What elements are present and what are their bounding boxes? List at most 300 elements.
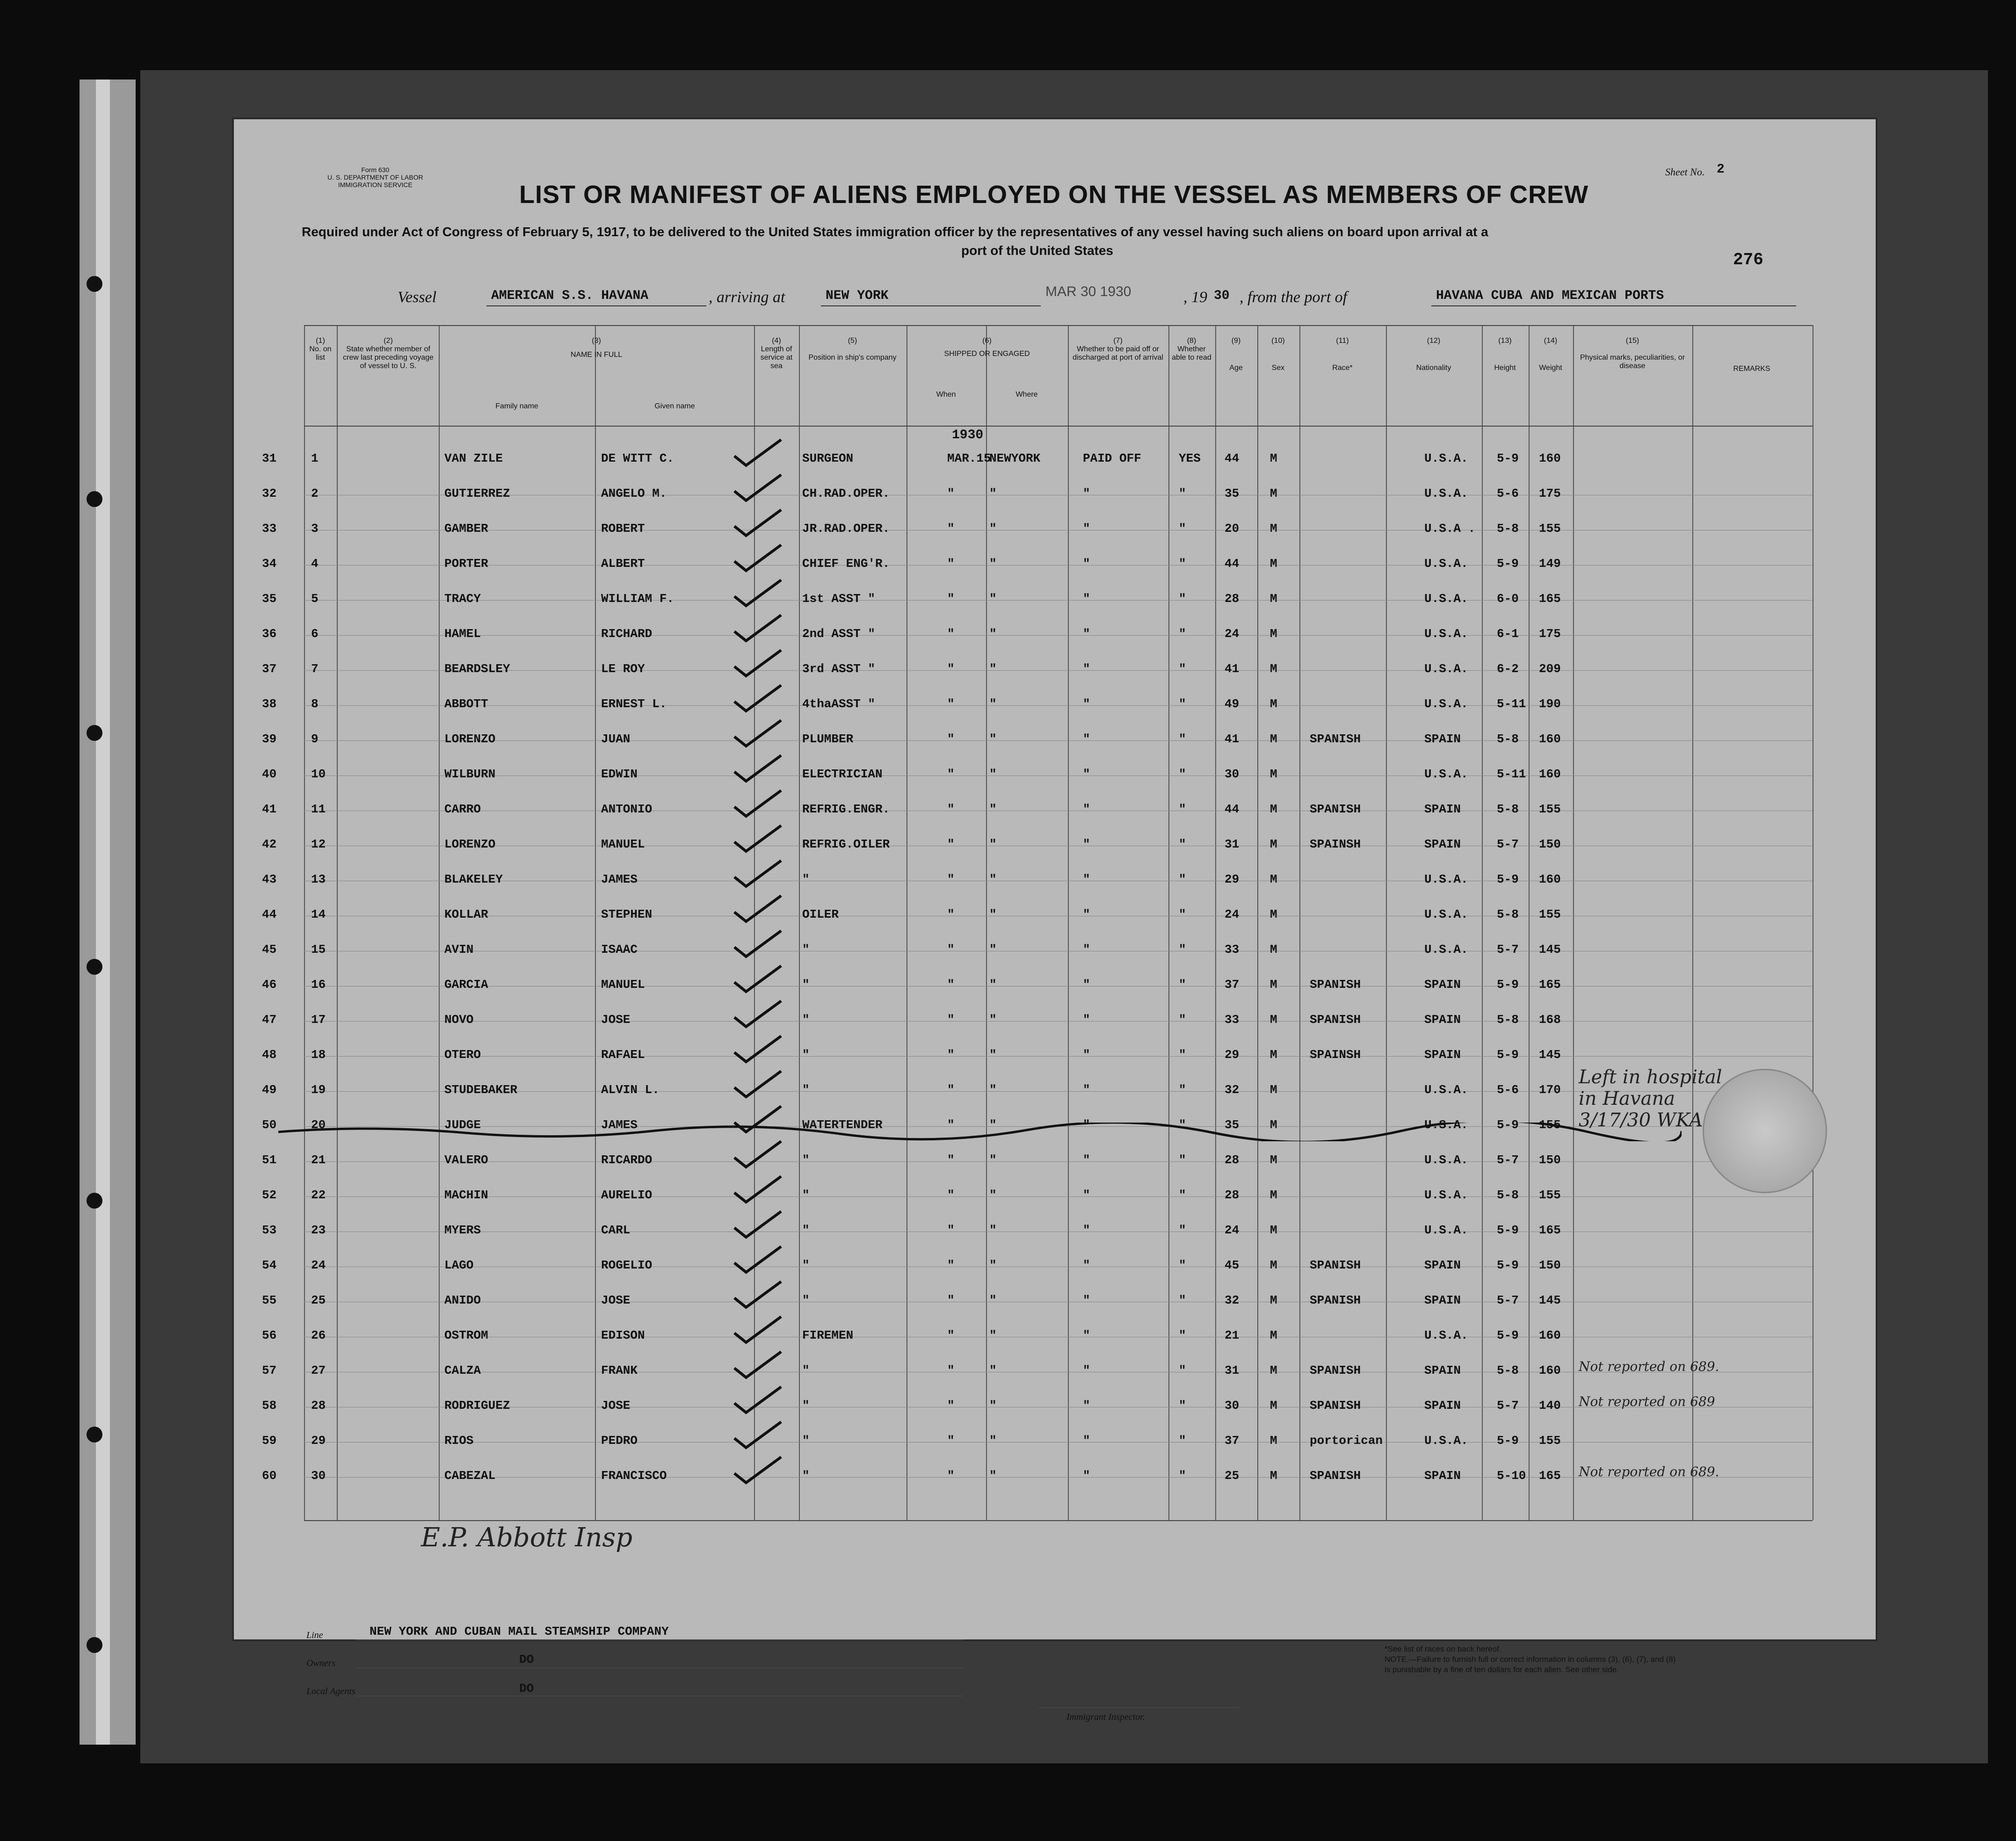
- list-number: 18: [311, 1048, 326, 1062]
- given-name: ALBERT: [601, 557, 645, 571]
- sex: M: [1270, 451, 1277, 465]
- given-name: JOSE: [601, 1013, 631, 1027]
- year: 30: [1214, 289, 1230, 303]
- age: 28: [1225, 1188, 1240, 1202]
- sex: M: [1270, 1153, 1277, 1167]
- weight: 155: [1539, 1434, 1561, 1448]
- able-to-read: ": [1179, 627, 1186, 641]
- position: PLUMBER: [802, 732, 854, 746]
- check-mark-icon: [730, 648, 786, 681]
- shipped-where: ": [989, 1013, 997, 1027]
- external-index: 52: [262, 1188, 277, 1202]
- weight: 155: [1539, 522, 1561, 536]
- height: 5-8: [1497, 1013, 1519, 1027]
- binder-strip: [96, 80, 110, 1745]
- race: SPANISH: [1310, 732, 1361, 746]
- col5-header: (5) Position in ship's company: [808, 337, 897, 362]
- height: 5-11: [1497, 697, 1526, 711]
- shipped-when: ": [947, 1188, 955, 1202]
- external-index: 37: [262, 662, 277, 676]
- external-index: 55: [262, 1293, 277, 1307]
- grid-row-line: [304, 426, 1813, 427]
- col10-header: (10) Sex: [1271, 337, 1285, 372]
- weight: 165: [1539, 1223, 1561, 1237]
- family-name: KOLLAR: [444, 907, 488, 921]
- position: CHIEF ENG'R.: [802, 557, 890, 571]
- grid-row-line: [304, 325, 1813, 326]
- height: 5-11: [1497, 767, 1526, 781]
- external-index: 41: [262, 802, 277, 816]
- paid-off: ": [1083, 522, 1090, 536]
- weight: 155: [1539, 802, 1561, 816]
- weight: 165: [1539, 1469, 1561, 1483]
- col11-header: (11) Race*: [1332, 337, 1353, 372]
- department: U. S. DEPARTMENT OF LABOR: [327, 174, 423, 181]
- binder-hole: [87, 725, 102, 741]
- family-name: PORTER: [444, 557, 488, 571]
- sex: M: [1270, 1363, 1277, 1377]
- weight: 155: [1539, 1188, 1561, 1202]
- given-name: RAFAEL: [601, 1048, 645, 1062]
- check-mark-icon: [730, 1034, 786, 1066]
- binder-hole: [87, 491, 102, 507]
- external-index: 53: [262, 1223, 277, 1237]
- paid-off: ": [1083, 1258, 1090, 1272]
- position: ": [802, 1013, 810, 1027]
- check-mark-icon: [730, 543, 786, 575]
- family-name: OSTROM: [444, 1328, 488, 1342]
- paid-off: ": [1083, 627, 1090, 641]
- position: ": [802, 1258, 810, 1272]
- paid-off: ": [1083, 1293, 1090, 1307]
- position: ": [802, 1188, 810, 1202]
- race: SPAINSH: [1310, 1048, 1361, 1062]
- col2-header: (2) State whether member of crew last preceding voyage of vessel to U. S.: [343, 337, 434, 370]
- col6b-header: Where: [1015, 391, 1038, 399]
- family-name: MYERS: [444, 1223, 481, 1237]
- sex: M: [1270, 592, 1277, 606]
- height: 6-2: [1497, 662, 1519, 676]
- age: 41: [1225, 662, 1240, 676]
- able-to-read: ": [1179, 1258, 1186, 1272]
- height: 5-8: [1497, 1188, 1519, 1202]
- weight: 160: [1539, 451, 1561, 465]
- family-name: GAMBER: [444, 522, 488, 536]
- weight: 155: [1539, 907, 1561, 921]
- check-mark-icon: [730, 1279, 786, 1312]
- family-name: CABEZAL: [444, 1469, 496, 1483]
- family-name: OTERO: [444, 1048, 481, 1062]
- shipped-when: ": [947, 1469, 955, 1483]
- position: ": [802, 1223, 810, 1237]
- list-number: 25: [311, 1293, 326, 1307]
- height: 6-0: [1497, 592, 1519, 606]
- shipped-where: ": [989, 592, 997, 606]
- shipped-when: ": [947, 1363, 955, 1377]
- check-mark-icon: [730, 1314, 786, 1347]
- list-number: 26: [311, 1328, 326, 1342]
- col7-header: (7) Whether to be paid off or discharged at port of arrival: [1073, 337, 1163, 362]
- shipped-when: MAR.15: [947, 451, 991, 465]
- col13-header: (13) Height: [1494, 337, 1516, 372]
- check-mark-icon: [730, 753, 786, 786]
- given-name: DE WITT C.: [601, 451, 674, 465]
- arriving-underline: [821, 305, 1041, 306]
- weight: 150: [1539, 837, 1561, 851]
- list-number: 24: [311, 1258, 326, 1272]
- grid-column-line: [799, 325, 800, 1520]
- list-number: 3: [311, 522, 319, 536]
- given-name: ALVIN L.: [601, 1083, 660, 1097]
- shipped-where: ": [989, 837, 997, 851]
- list-number: 10: [311, 767, 326, 781]
- able-to-read: ": [1179, 1469, 1186, 1483]
- shipped-where: ": [989, 1188, 997, 1202]
- age: 32: [1225, 1293, 1240, 1307]
- given-name: FRANK: [601, 1363, 638, 1377]
- check-mark-icon: [730, 999, 786, 1031]
- check-mark-icon: [730, 1384, 786, 1417]
- sex: M: [1270, 767, 1277, 781]
- height: 5-8: [1497, 522, 1519, 536]
- external-index: 54: [262, 1258, 277, 1272]
- weight: 155: [1539, 1118, 1561, 1132]
- shipped-when: ": [947, 697, 955, 711]
- shipped-when: ": [947, 1118, 955, 1132]
- given-name: ERNEST L.: [601, 697, 667, 711]
- height: 5-7: [1497, 837, 1519, 851]
- shipped-where: ": [989, 907, 997, 921]
- check-mark-icon: [730, 1139, 786, 1172]
- sex: M: [1270, 1083, 1277, 1097]
- paid-off: ": [1083, 872, 1090, 886]
- external-index: 42: [262, 837, 277, 851]
- shipped-where: ": [989, 1153, 997, 1167]
- paid-off: ": [1083, 1188, 1090, 1202]
- paid-off: ": [1083, 662, 1090, 676]
- family-name: MACHIN: [444, 1188, 488, 1202]
- nationality: SPAIN: [1424, 732, 1461, 746]
- given-name: FRANCISCO: [601, 1469, 667, 1483]
- age: 28: [1225, 1153, 1240, 1167]
- nationality: SPAIN: [1424, 1399, 1461, 1413]
- given-name: ISAAC: [601, 942, 638, 957]
- list-number: 17: [311, 1013, 326, 1027]
- shipped-when: ": [947, 1223, 955, 1237]
- paid-off: ": [1083, 767, 1090, 781]
- age: 29: [1225, 1048, 1240, 1062]
- external-index: 46: [262, 978, 277, 992]
- list-number: 30: [311, 1469, 326, 1483]
- paid-off: ": [1083, 1363, 1090, 1377]
- line-name: NEW YORK AND CUBAN MAIL STEAMSHIP COMPANY: [370, 1624, 669, 1638]
- weight: 209: [1539, 662, 1561, 676]
- remark: Not reported on 689.: [1579, 1359, 1719, 1374]
- height: 5-9: [1497, 978, 1519, 992]
- list-number: 20: [311, 1118, 326, 1132]
- weight: 160: [1539, 872, 1561, 886]
- weight: 165: [1539, 592, 1561, 606]
- owners-value: DO: [519, 1653, 534, 1667]
- able-to-read: ": [1179, 1399, 1186, 1413]
- vessel-label: Vessel: [398, 289, 437, 306]
- age: 31: [1225, 1363, 1240, 1377]
- check-mark-icon: [730, 1244, 786, 1277]
- nationality: SPAIN: [1424, 802, 1461, 816]
- weight: 160: [1539, 1328, 1561, 1342]
- position: ": [802, 1153, 810, 1167]
- position: ": [802, 872, 810, 886]
- list-number: 11: [311, 802, 326, 816]
- given-name: ROGELIO: [601, 1258, 653, 1272]
- subtitle-line-2: port of the United States: [961, 243, 1114, 258]
- able-to-read: ": [1179, 1293, 1186, 1307]
- list-number: 15: [311, 942, 326, 957]
- list-number: 6: [311, 627, 319, 641]
- shipped-where: ": [989, 1223, 997, 1237]
- paid-off: ": [1083, 907, 1090, 921]
- list-number: 2: [311, 486, 319, 500]
- subtitle-line-1: Required under Act of Congress of February 5, 1917, to be delivered to the United States immigration officer by the representatives of any vessel having such aliens on board upon arrival at a: [302, 225, 1488, 239]
- owners-underline: [355, 1667, 964, 1668]
- race: SPANISH: [1310, 1469, 1361, 1483]
- weight: 175: [1539, 627, 1561, 641]
- nationality: SPAIN: [1424, 1048, 1461, 1062]
- able-to-read: ": [1179, 1188, 1186, 1202]
- age: 20: [1225, 522, 1240, 536]
- shipped-where: ": [989, 732, 997, 746]
- list-number: 27: [311, 1363, 326, 1377]
- nationality: U.S.A.: [1424, 1328, 1468, 1342]
- family-name: HAMEL: [444, 627, 481, 641]
- age: 31: [1225, 837, 1240, 851]
- sex: M: [1270, 1258, 1277, 1272]
- nationality: SPAIN: [1424, 1013, 1461, 1027]
- line-underline: [355, 1639, 964, 1640]
- remark: Left in hospital in Havana 3/17/30 WKA: [1579, 1066, 1722, 1131]
- external-index: 33: [262, 522, 277, 536]
- family-name: VAN ZILE: [444, 451, 503, 465]
- shipped-where: ": [989, 1328, 997, 1342]
- position: 4thaASST ": [802, 697, 876, 711]
- able-to-read: ": [1179, 592, 1186, 606]
- shipped-where: ": [989, 802, 997, 816]
- grid-row-line: [304, 1021, 1813, 1022]
- able-to-read: ": [1179, 837, 1186, 851]
- age: 29: [1225, 872, 1240, 886]
- check-mark-icon: [730, 858, 786, 891]
- position: SURGEON: [802, 451, 854, 465]
- age: 44: [1225, 802, 1240, 816]
- sex: M: [1270, 1469, 1277, 1483]
- given-name: CARL: [601, 1223, 631, 1237]
- port-underline: [1431, 305, 1796, 306]
- able-to-read: ": [1179, 522, 1186, 536]
- check-mark-icon: [730, 964, 786, 996]
- position: REFRIG.ENGR.: [802, 802, 890, 816]
- arrival-date-stamp: MAR 30 1930: [1045, 284, 1131, 299]
- shipped-when: ": [947, 767, 955, 781]
- able-to-read: ": [1179, 802, 1186, 816]
- able-to-read: ": [1179, 767, 1186, 781]
- weight: 160: [1539, 1363, 1561, 1377]
- height: 5-9: [1497, 1223, 1519, 1237]
- position: ": [802, 1434, 810, 1448]
- check-mark-icon: [730, 683, 786, 716]
- weight: 150: [1539, 1258, 1561, 1272]
- height: 5-7: [1497, 1153, 1519, 1167]
- shipped-when: ": [947, 837, 955, 851]
- grid-column-line: [1573, 325, 1574, 1520]
- sex: M: [1270, 1434, 1277, 1448]
- height: 5-8: [1497, 732, 1519, 746]
- height: 5-7: [1497, 942, 1519, 957]
- height: 5-10: [1497, 1469, 1526, 1483]
- list-number: 7: [311, 662, 319, 676]
- family-name: ANIDO: [444, 1293, 481, 1307]
- race: SPANISH: [1310, 1258, 1361, 1272]
- family-name: STUDEBAKER: [444, 1083, 518, 1097]
- race: SPAINSH: [1310, 837, 1361, 851]
- nationality: U.S.A.: [1424, 697, 1468, 711]
- nationality: U.S.A.: [1424, 592, 1468, 606]
- weight: 190: [1539, 697, 1561, 711]
- paid-off: ": [1083, 837, 1090, 851]
- col3b-header: Given name: [654, 402, 695, 410]
- remark: Not reported on 689.: [1579, 1464, 1719, 1479]
- check-mark-icon: [730, 893, 786, 926]
- grid-row-line: [304, 740, 1813, 741]
- sex: M: [1270, 1048, 1277, 1062]
- nationality: U.S.A.: [1424, 1153, 1468, 1167]
- height: 5-8: [1497, 1363, 1519, 1377]
- family-name: RODRIGUEZ: [444, 1399, 510, 1413]
- able-to-read: ": [1179, 1153, 1186, 1167]
- first-row-year: 1930: [952, 428, 984, 442]
- grid-column-line: [1529, 325, 1530, 1520]
- family-name: RIOS: [444, 1434, 474, 1448]
- race: SPANISH: [1310, 978, 1361, 992]
- nationality: U.S.A.: [1424, 1223, 1468, 1237]
- race: portorican: [1310, 1434, 1383, 1448]
- paid-off: PAID OFF: [1083, 451, 1141, 465]
- external-index: 36: [262, 627, 277, 641]
- shipped-where: ": [989, 1083, 997, 1097]
- shipped-when: ": [947, 557, 955, 571]
- position: ": [802, 1293, 810, 1307]
- external-index: 50: [262, 1118, 277, 1132]
- race: SPANISH: [1310, 1013, 1361, 1027]
- paid-off: ": [1083, 1328, 1090, 1342]
- position: 2nd ASST ": [802, 627, 876, 641]
- list-number: 12: [311, 837, 326, 851]
- shipped-when: ": [947, 1293, 955, 1307]
- check-mark-icon: [730, 1420, 786, 1452]
- able-to-read: ": [1179, 1048, 1186, 1062]
- shipped-where: ": [989, 978, 997, 992]
- grid-column-line: [1068, 325, 1069, 1520]
- shipped-where: ": [989, 662, 997, 676]
- check-mark-icon: [730, 1174, 786, 1207]
- check-mark-icon: [730, 823, 786, 856]
- position: ": [802, 1469, 810, 1483]
- weight: 150: [1539, 1153, 1561, 1167]
- external-index: 32: [262, 486, 277, 500]
- sheet-number: 2: [1717, 162, 1725, 177]
- nationality: U.S.A.: [1424, 557, 1468, 571]
- agents-value: DO: [519, 1682, 534, 1696]
- position: ": [802, 942, 810, 957]
- sex: M: [1270, 942, 1277, 957]
- race: SPANISH: [1310, 802, 1361, 816]
- list-number: 4: [311, 557, 319, 571]
- paid-off: ": [1083, 732, 1090, 746]
- shipped-where: ": [989, 767, 997, 781]
- height: 5-7: [1497, 1293, 1519, 1307]
- col16-header: REMARKS: [1733, 365, 1770, 373]
- owners-label: Owners: [306, 1658, 336, 1668]
- grid-column-line: [439, 325, 440, 1520]
- inspector-label: Immigrant Inspector.: [1066, 1712, 1145, 1722]
- shipped-when: ": [947, 1048, 955, 1062]
- external-index: 48: [262, 1048, 277, 1062]
- binder-hole: [87, 276, 102, 292]
- age: 49: [1225, 697, 1240, 711]
- list-number: 23: [311, 1223, 326, 1237]
- height: 5-9: [1497, 1434, 1519, 1448]
- able-to-read: ": [1179, 1328, 1186, 1342]
- list-number: 14: [311, 907, 326, 921]
- nationality: U.S.A.: [1424, 942, 1468, 957]
- position: WATERTENDER: [802, 1118, 883, 1132]
- able-to-read: ": [1179, 732, 1186, 746]
- grid-column-line: [304, 325, 305, 1520]
- from-port: HAVANA CUBA AND MEXICAN PORTS: [1436, 289, 1664, 303]
- age: 44: [1225, 557, 1240, 571]
- shipped-when: ": [947, 592, 955, 606]
- shipped-where: ": [989, 1434, 997, 1448]
- grid-column-line: [1257, 325, 1258, 1520]
- list-number: 21: [311, 1153, 326, 1167]
- arriving-port: NEW YORK: [826, 289, 889, 303]
- given-name: JOSE: [601, 1293, 631, 1307]
- position: OILER: [802, 907, 839, 921]
- external-index: 31: [262, 451, 277, 465]
- nationality: U.S.A.: [1424, 627, 1468, 641]
- sex: M: [1270, 872, 1277, 886]
- binder-hole: [87, 1193, 102, 1209]
- shipped-when: ": [947, 1153, 955, 1167]
- shipped-when: ": [947, 662, 955, 676]
- nationality: U.S.A.: [1424, 1434, 1468, 1448]
- able-to-read: ": [1179, 1223, 1186, 1237]
- given-name: EDWIN: [601, 767, 638, 781]
- sex: M: [1270, 1293, 1277, 1307]
- height: 5-9: [1497, 451, 1519, 465]
- paid-off: ": [1083, 942, 1090, 957]
- arriving-label: , arriving at: [709, 289, 785, 306]
- nationality: U.S.A .: [1424, 522, 1476, 536]
- external-index: 43: [262, 872, 277, 886]
- nationality: U.S.A.: [1424, 767, 1468, 781]
- age: 35: [1225, 486, 1240, 500]
- grid-column-line: [1386, 325, 1387, 1520]
- shipped-when: ": [947, 907, 955, 921]
- paid-off: ": [1083, 1048, 1090, 1062]
- sex: M: [1270, 1328, 1277, 1342]
- position: ELECTRICIAN: [802, 767, 883, 781]
- given-name: STEPHEN: [601, 907, 653, 921]
